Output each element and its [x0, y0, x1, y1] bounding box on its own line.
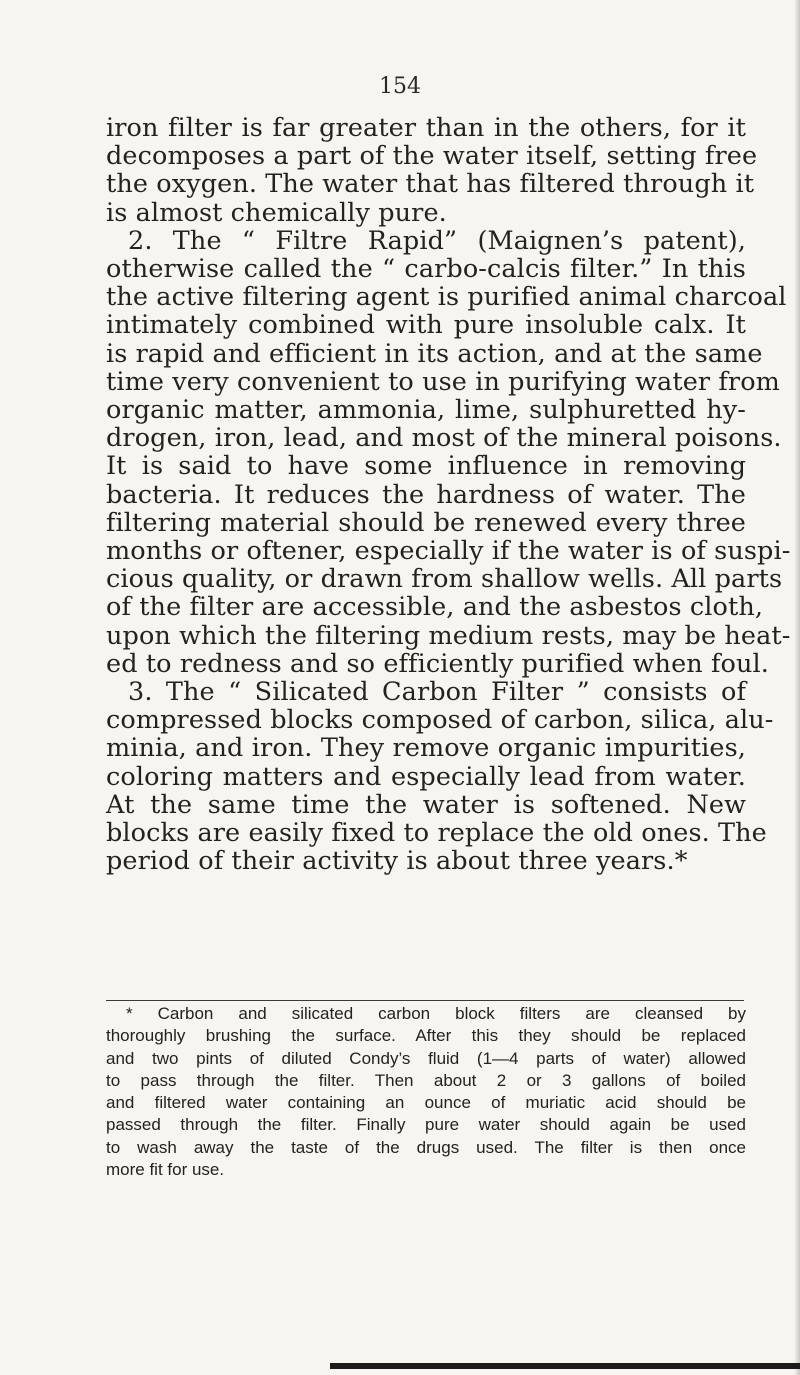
footnote-line: to pass through the filter. Then about 2 or 3 gallons of boiled [106, 1070, 746, 1090]
text-line: otherwise called the “ carbo-calcis filter.” In this [106, 254, 746, 285]
text-line: drogen, iron, lead, and most of the mineral poisons. [106, 423, 782, 454]
footnote [106, 1003, 746, 1181]
text-line: the active filtering agent is purified animal charcoal [106, 282, 787, 313]
text-line: minia, and iron. They remove organic impurities, [106, 733, 746, 764]
text-line: time very convenient to use in purifying water from [106, 366, 780, 397]
text-line: cious quality, or drawn from shallow wells. All parts [106, 564, 783, 595]
text-line: bacteria. It reduces the hardness of water. The [106, 479, 746, 510]
text-line: decomposes a part of the water itself, setting free [106, 141, 758, 172]
footnote-line: passed through the filter. Finally pure water should again be used [106, 1115, 746, 1135]
text-line: is almost chemically pure. [106, 197, 447, 228]
footnote-line: and two pints of diluted Condy’s fluid (1—4 parts of water) allowed [106, 1048, 746, 1068]
text-line: of the filter are accessible, and the asbestos cloth, [106, 592, 764, 623]
text-line: is rapid and efficient in its action, and at the same [106, 338, 763, 369]
text-line: compressed blocks composed of carbon, silica, alu- [106, 705, 774, 736]
text-line: iron filter is far greater than in the others, for it [106, 113, 746, 143]
footnote-line: and filtered water containing an ounce of muriatic acid should be [106, 1093, 746, 1113]
footnote-line: * Carbon and silicated carbon block filters are cleansed by [126, 1004, 746, 1023]
page-number: 154 [379, 74, 421, 99]
text-line: organic matter, ammonia, lime, sulphuretted hy- [106, 395, 746, 426]
text-line: 3. The “ Silicated Carbon Filter ” consists of [128, 677, 746, 708]
footnote-divider [106, 1000, 744, 1001]
text-line: filtering material should be renewed every three [106, 507, 746, 538]
text-line: coloring matters and especially lead from water. [106, 761, 746, 792]
text-line: months or oftener, especially if the water is of suspi- [106, 536, 791, 567]
text-line: blocks are easily fixed to replace the old ones. The [106, 818, 767, 849]
text-line: intimately combined with pure insoluble calx. It [106, 310, 746, 341]
footnote-line: more fit for use. [106, 1160, 225, 1180]
text-line: the oxygen. The water that has filtered through it [106, 169, 755, 200]
text-line: It is said to have some influence in removing [106, 451, 746, 482]
footnote-line: to wash away the taste of the drugs used. The filter is then once [106, 1137, 746, 1157]
text-line: At the same time the water is softened. New [106, 789, 746, 820]
text-line: ed to redness and so efficiently purified when foul. [106, 648, 769, 679]
text-line: upon which the filtering medium rests, may be heat- [106, 620, 791, 651]
page-edge-shadow [794, 0, 800, 1375]
body-text [106, 113, 791, 877]
scan-bottom-edge [330, 1363, 800, 1369]
text-line: period of their activity is about three years.* [106, 846, 688, 877]
footnote-line: thoroughly brushing the surface. After this they should be replaced [106, 1026, 746, 1046]
text-line: 2. The “ Filtre Rapid” (Maignen’s patent), [128, 225, 746, 256]
